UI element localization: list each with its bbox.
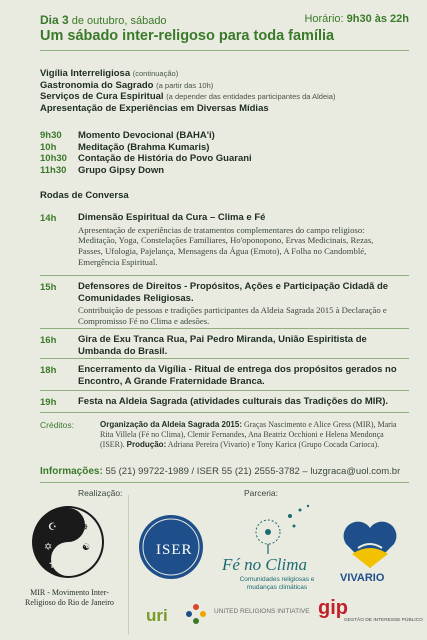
mir-name: MIR - Movimento Inter-Religioso do Rio de Janeiro xyxy=(25,588,114,607)
fenoclima-label: Fé no Clima xyxy=(222,555,307,574)
session-item xyxy=(40,212,400,268)
info-row xyxy=(40,103,335,115)
credits-label: Créditos: xyxy=(40,420,75,430)
credits-text xyxy=(100,420,400,450)
schedule-time: 10h30 xyxy=(40,153,67,164)
info-row xyxy=(40,80,335,92)
info-small: (a partir das 10h) xyxy=(156,80,214,90)
session-divider xyxy=(40,412,409,413)
org-text: Graças Nascimento e Alice Gress (MIR), Maria Rita Villela (Fé no Clima), Clemir Fernandes, Ana Beatriz Occhioni e Helena Mendonça (ISER). xyxy=(100,420,397,449)
credits xyxy=(40,420,400,450)
horario-label: Horário: xyxy=(304,13,344,25)
schedule-row xyxy=(40,153,252,165)
footer-divider xyxy=(40,482,409,483)
svg-text:✡: ✡ xyxy=(44,542,53,553)
session-desc: Contribuição de pessoas e tradições participantes da Aldeia Sagrada 2015 à Declaração e Compromisso Fé no Clima e adesões. xyxy=(78,305,387,326)
session-item xyxy=(40,281,400,327)
org-label: Organização da Aldeia Sagrada 2015: xyxy=(100,420,242,429)
contact-info xyxy=(40,466,400,477)
horario-value: 9h30 às 22h xyxy=(346,13,409,25)
prod-label: Produção: xyxy=(126,440,167,449)
rodas-title: Rodas de Conversa xyxy=(40,190,129,201)
vivario-logo-icon xyxy=(342,520,398,570)
date-line xyxy=(40,13,167,27)
schedule-time: 9h30 xyxy=(40,130,62,141)
svg-text:☯: ☯ xyxy=(82,543,91,553)
schedule-row xyxy=(40,130,252,142)
session-title: Gira de Exu Tranca Rua, Pai Pedro Miranda, União Espiritista de Umbanda do Brasil. xyxy=(78,334,367,357)
session-item xyxy=(40,396,400,408)
schedule-row xyxy=(40,142,252,154)
schedule-activity: Grupo Gipsy Down xyxy=(78,164,165,176)
schedule-activity: Meditação (Brahma Kumaris) xyxy=(78,141,210,153)
info-small: (continuação) xyxy=(132,69,179,78)
contact-text: 55 (21) 99722-1989 / ISER 55 (21) 2555-3782 – luzgraca@uol.com.br xyxy=(105,466,401,477)
footer-vline xyxy=(128,495,129,635)
session-item xyxy=(40,334,400,357)
horario xyxy=(304,13,409,25)
schedule-activity: Contação de História do Povo Guarani xyxy=(78,153,252,164)
page-title: Um sábado inter-religoso para toda família xyxy=(40,28,335,44)
session-title: Festa na Aldeia Sagrada (atividades culturais das Tradições do MIR). xyxy=(78,396,389,407)
session-time: 14h xyxy=(40,213,57,224)
session-divider xyxy=(40,328,409,329)
realizacao-label: Realização: xyxy=(78,488,123,498)
session-title: Dimensão Espiritual da Cura – Clima e Fé xyxy=(78,212,266,223)
info-bold: Serviços de Cura Espiritual xyxy=(40,91,164,102)
uri-subtitle: UNITED RELIGIONS INITIATIVE xyxy=(214,608,310,615)
prod-text: Adriana Pereira (Vivario) e Tony Karica (Grupo Cocada Carioca). xyxy=(167,440,380,449)
svg-text:☪: ☪ xyxy=(48,522,57,533)
info-bold: Vigília Interreligiosa xyxy=(40,68,131,79)
session-item xyxy=(40,364,400,387)
day-label: Dia 3 xyxy=(40,13,69,27)
schedule-row xyxy=(40,165,252,177)
info-block xyxy=(40,68,335,114)
info-row xyxy=(40,68,335,80)
iser-label: ISER xyxy=(156,542,193,558)
date-rest: de outubro, sábado xyxy=(71,15,167,27)
session-title: Encerramento da Vigília - Ritual de entrega dos propósitos gerados no Encontro, A Grande Fraternidade Branca. xyxy=(78,364,397,387)
session-desc: Apresentação de experiências de tratamentos complementares do campo religioso: Meditação, Yoga, Constelações Familiares, Ho'oponopono, Ervas Medicinais, Rezas, Passes, Ufologia, Pajelança, Mensagens da Água (Emoto), A Folha no Candomblé, Emergência Espiritual. xyxy=(78,224,374,267)
gip-label: gip xyxy=(318,597,348,619)
session-divider xyxy=(40,275,409,276)
info-row xyxy=(40,91,335,103)
parceria-label: Parceria: xyxy=(244,488,279,498)
info-bold: Gastronomia do Sagrado xyxy=(40,79,154,91)
schedule-time: 10h xyxy=(40,141,57,153)
schedule-time: 11h30 xyxy=(40,164,67,176)
mir-logo-icon xyxy=(30,500,106,584)
session-divider xyxy=(40,390,409,391)
session-time: 18h xyxy=(40,365,57,376)
schedule-activity: Momento Devocional (BAHA'i) xyxy=(78,130,215,141)
uri-star-icon xyxy=(184,602,208,626)
session-title: Defensores de Direitos - Propósitos, Ações e Participação Cidadã de Comunidades Religiosas. xyxy=(78,281,389,304)
svg-text:✝: ✝ xyxy=(48,560,57,571)
session-time: 15h xyxy=(40,282,57,293)
gip-subtitle: GESTÃO DE INTERESSE PÚBLICO xyxy=(344,618,423,623)
info-small: (a depender das entidades participantes da Aldeia) xyxy=(166,92,336,101)
title-divider xyxy=(40,50,409,51)
vivario-label: VIVARIO xyxy=(340,572,385,584)
fenoclima-subtitle: Comunidades religiosas e mudanças climáticas xyxy=(239,576,315,591)
svg-text:☸: ☸ xyxy=(80,523,89,533)
contact-label: Informações: xyxy=(40,466,103,477)
morning-schedule xyxy=(40,130,252,176)
dandelion-icon xyxy=(246,498,316,554)
uri-label: uri xyxy=(146,606,168,625)
session-divider xyxy=(40,358,409,359)
info-bold: Apresentação de Experiências em Diversas Mídias xyxy=(40,102,269,114)
session-time: 19h xyxy=(40,397,57,408)
session-time: 16h xyxy=(40,335,57,346)
